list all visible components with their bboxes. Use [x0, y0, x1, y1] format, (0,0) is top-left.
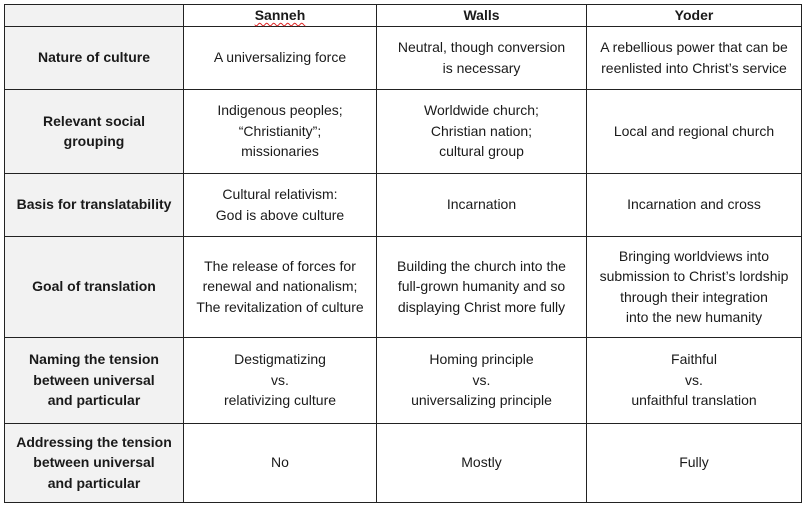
table-cell: A universalizing force — [184, 26, 377, 89]
table-row — [5, 89, 802, 173]
table-cell: Worldwide church; Christian nation; cultural group — [377, 89, 587, 173]
table-cell: Destigmatizing vs. relativizing culture — [184, 337, 377, 423]
table-cell: Incarnation and cross — [587, 173, 802, 236]
table-cell: Incarnation — [377, 173, 587, 236]
comparison-table — [4, 4, 802, 503]
row-header: Nature of culture — [5, 26, 184, 89]
row-header: Relevant social grouping — [5, 89, 184, 173]
table-cell: Cultural relativism: God is above culture — [184, 173, 377, 236]
row-header: Addressing the tension between universal and particular — [5, 423, 184, 502]
table-cell: Local and regional church — [587, 89, 802, 173]
table-row — [5, 236, 802, 337]
table-cell: The release of forces for renewal and nationalism; The revitalization of culture — [184, 236, 377, 337]
header-row — [5, 5, 802, 27]
table-cell: Fully — [587, 423, 802, 502]
column-header-walls: Walls — [377, 5, 587, 27]
table-cell: No — [184, 423, 377, 502]
table-cell: Neutral, though conversion is necessary — [377, 26, 587, 89]
table-cell: Faithful vs. unfaithful translation — [587, 337, 802, 423]
row-header: Naming the tension between universal and particular — [5, 337, 184, 423]
table-cell: Indigenous peoples; “Christianity”; missionaries — [184, 89, 377, 173]
column-header-yoder: Yoder — [587, 5, 802, 27]
table-row — [5, 26, 802, 89]
table-row — [5, 173, 802, 236]
row-header: Basis for translatability — [5, 173, 184, 236]
column-header-label: Sanneh — [254, 7, 306, 23]
table-cell: Homing principle vs. universalizing principle — [377, 337, 587, 423]
table-row — [5, 337, 802, 423]
table-cell: Mostly — [377, 423, 587, 502]
table-cell: A rebellious power that can be reenlisted into Christ’s service — [587, 26, 802, 89]
corner-header — [5, 5, 184, 27]
column-header-sanneh — [184, 5, 377, 27]
table-row — [5, 423, 802, 502]
row-header: Goal of translation — [5, 236, 184, 337]
table-cell: Building the church into the full-grown humanity and so displaying Christ more fully — [377, 236, 587, 337]
table-cell: Bringing worldviews into submission to Christ’s lordship through their integration into the new humanity — [587, 236, 802, 337]
